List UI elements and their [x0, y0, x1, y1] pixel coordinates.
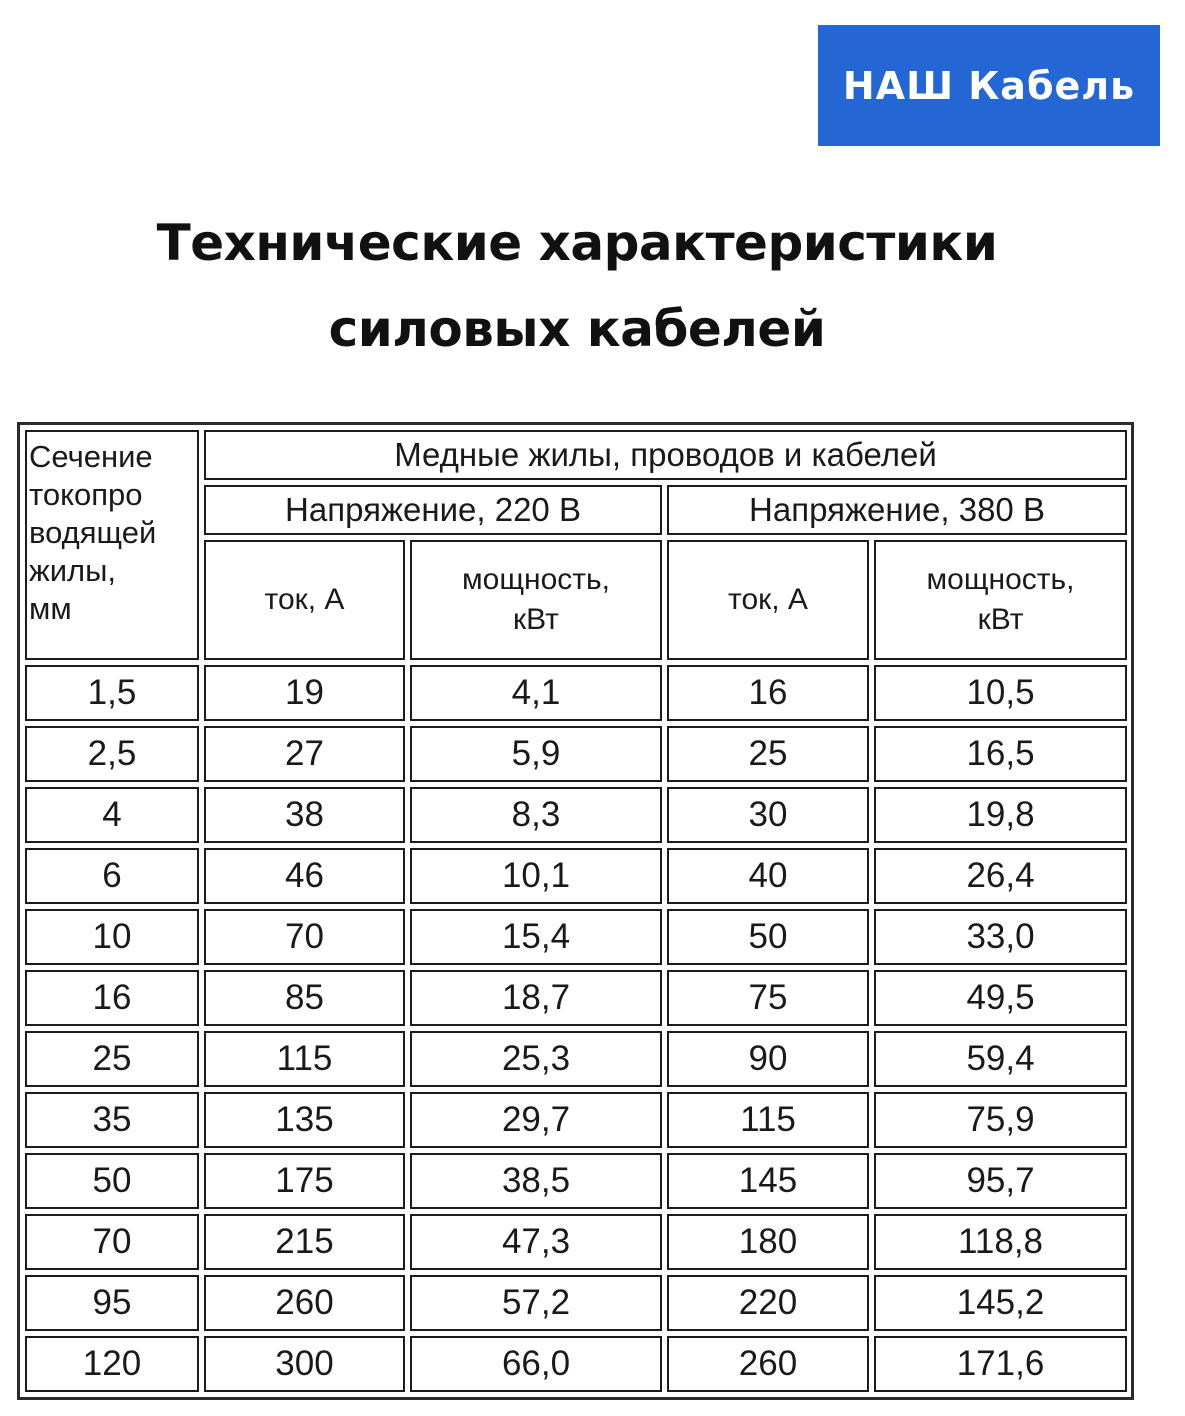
- cross-section-cell: 6: [25, 848, 199, 904]
- cross-section-cell: 35: [25, 1092, 199, 1148]
- power-220-cell: 18,7: [410, 970, 662, 1026]
- table-row: [25, 1031, 1127, 1087]
- current-220-cell: 70: [204, 909, 405, 965]
- table-row: [25, 909, 1127, 965]
- power-380-cell: 10,5: [874, 665, 1127, 721]
- current-220-cell: 135: [204, 1092, 405, 1148]
- cross-section-cell: 4: [25, 787, 199, 843]
- power-220-cell: 5,9: [410, 726, 662, 782]
- section-header-line: токопро: [29, 477, 143, 512]
- power-380-cell: 16,5: [874, 726, 1127, 782]
- cross-section-cell: 2,5: [25, 726, 199, 782]
- current-380-cell: 115: [667, 1092, 869, 1148]
- current-220-header: ток, А: [204, 540, 405, 660]
- current-380-cell: 180: [667, 1214, 869, 1270]
- current-220-cell: 27: [204, 726, 405, 782]
- table-row: [25, 970, 1127, 1026]
- cross-section-cell: 120: [25, 1336, 199, 1392]
- current-220-cell: 46: [204, 848, 405, 904]
- cross-section-cell: 10: [25, 909, 199, 965]
- current-380-cell: 16: [667, 665, 869, 721]
- table-row: [25, 1336, 1127, 1392]
- power-380-cell: 95,7: [874, 1153, 1127, 1209]
- voltage-220-header: Напряжение, 220 В: [204, 485, 662, 535]
- power-220-cell: 38,5: [410, 1153, 662, 1209]
- power-380-header: [874, 540, 1127, 660]
- table-row: [25, 787, 1127, 843]
- current-380-cell: 260: [667, 1336, 869, 1392]
- power-380-cell: 75,9: [874, 1092, 1127, 1148]
- power-380-cell: 59,4: [874, 1031, 1127, 1087]
- current-220-cell: 38: [204, 787, 405, 843]
- current-380-cell: 145: [667, 1153, 869, 1209]
- power-220-cell: 57,2: [410, 1275, 662, 1331]
- cross-section-cell: 25: [25, 1031, 199, 1087]
- power-label-line: мощность,: [926, 563, 1075, 596]
- power-380-cell: 33,0: [874, 909, 1127, 965]
- power-380-cell: 26,4: [874, 848, 1127, 904]
- current-380-cell: 30: [667, 787, 869, 843]
- power-380-cell: 118,8: [874, 1214, 1127, 1270]
- current-220-cell: 300: [204, 1336, 405, 1392]
- power-220-cell: 29,7: [410, 1092, 662, 1148]
- table-row: [25, 1214, 1127, 1270]
- power-unit-line: кВт: [977, 603, 1024, 636]
- power-220-cell: 25,3: [410, 1031, 662, 1087]
- power-380-cell: 19,8: [874, 787, 1127, 843]
- power-220-cell: 4,1: [410, 665, 662, 721]
- table-row: [25, 665, 1127, 721]
- table-row: [25, 726, 1127, 782]
- power-220-cell: 10,1: [410, 848, 662, 904]
- power-380-cell: 171,6: [874, 1336, 1127, 1392]
- current-380-cell: 25: [667, 726, 869, 782]
- page-title-line-1: Технические характеристики: [156, 214, 998, 272]
- power-380-cell: 145,2: [874, 1275, 1127, 1331]
- power-220-cell: 47,3: [410, 1214, 662, 1270]
- brand-logo: [818, 25, 1160, 146]
- table-row: [25, 1092, 1127, 1148]
- section-header-line: мм: [29, 591, 72, 626]
- table-row: [25, 1153, 1127, 1209]
- copper-group-header: Медные жилы, проводов и кабелей: [204, 430, 1127, 480]
- page-title: [0, 200, 1154, 372]
- section-header-line: Сечение: [29, 439, 153, 474]
- current-380-cell: 50: [667, 909, 869, 965]
- current-380-cell: 75: [667, 970, 869, 1026]
- cross-section-cell: 95: [25, 1275, 199, 1331]
- current-380-cell: 90: [667, 1031, 869, 1087]
- power-220-cell: 8,3: [410, 787, 662, 843]
- current-380-cell: 40: [667, 848, 869, 904]
- cross-section-cell: 1,5: [25, 665, 199, 721]
- power-220-cell: 15,4: [410, 909, 662, 965]
- power-220-cell: 66,0: [410, 1336, 662, 1392]
- cross-section-cell: 70: [25, 1214, 199, 1270]
- current-220-cell: 175: [204, 1153, 405, 1209]
- current-220-cell: 19: [204, 665, 405, 721]
- power-label-line: мощность,: [462, 563, 610, 596]
- current-220-cell: 115: [204, 1031, 405, 1087]
- power-380-cell: 49,5: [874, 970, 1127, 1026]
- power-unit-line: кВт: [513, 603, 559, 636]
- current-220-cell: 85: [204, 970, 405, 1026]
- section-header-line: жилы,: [29, 553, 117, 588]
- current-220-cell: 215: [204, 1214, 405, 1270]
- power-220-header: [410, 540, 662, 660]
- cross-section-cell: 16: [25, 970, 199, 1026]
- section-header-cell: [25, 430, 199, 660]
- current-380-cell: 220: [667, 1275, 869, 1331]
- table-row: [25, 848, 1127, 904]
- current-220-cell: 260: [204, 1275, 405, 1331]
- cable-spec-table: [17, 422, 1134, 1400]
- table-row: [25, 1275, 1127, 1331]
- section-header-line: водящей: [29, 515, 157, 550]
- voltage-380-header: Напряжение, 380 В: [667, 485, 1127, 535]
- current-380-header: ток, А: [667, 540, 869, 660]
- page-title-line-2: силовых кабелей: [328, 300, 826, 358]
- brand-logo-text: НАШ Кабель: [842, 63, 1136, 108]
- cross-section-cell: 50: [25, 1153, 199, 1209]
